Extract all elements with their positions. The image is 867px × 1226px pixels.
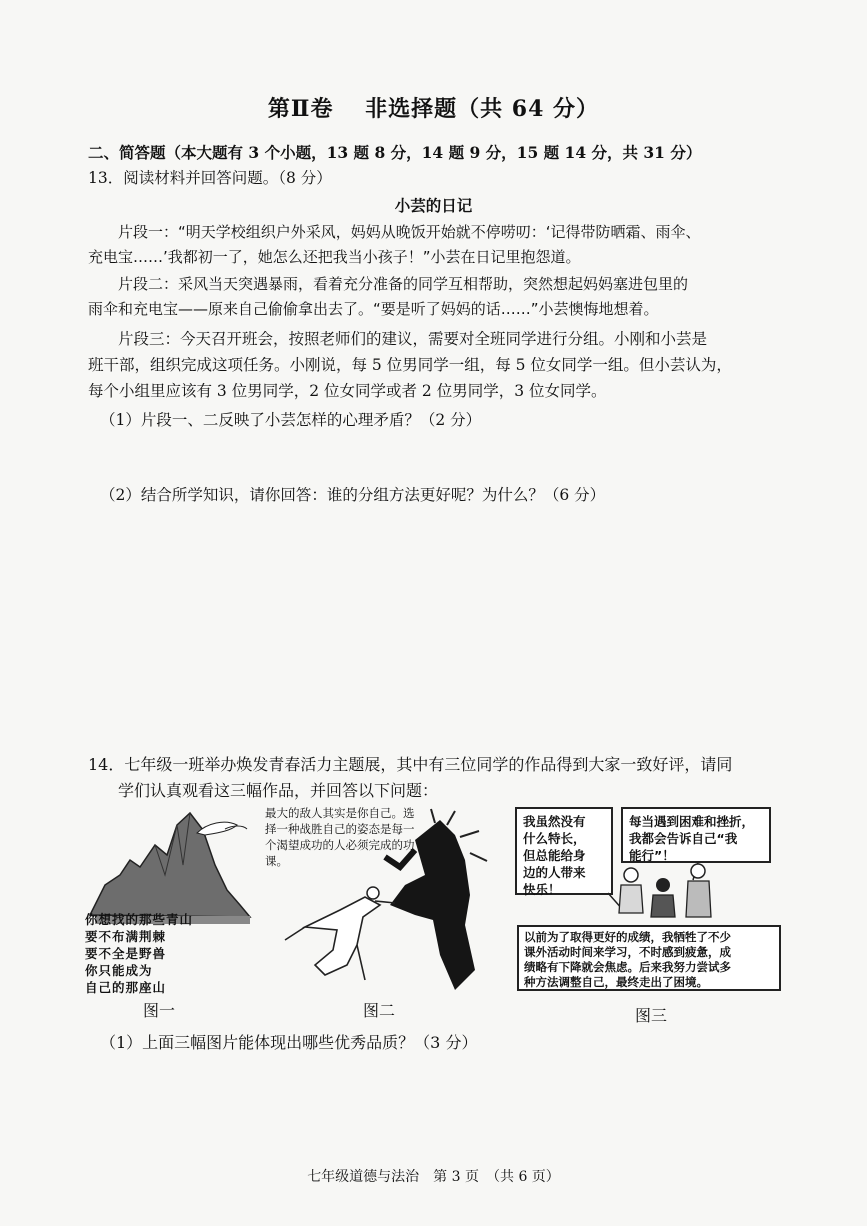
bubble-line: 什么特长， xyxy=(523,831,586,846)
figure-1-caption: 图一 xyxy=(143,1001,176,1020)
bubble-line: 能行”！ xyxy=(629,848,675,863)
q13-sub1: （1）片段一、二反映了小芸怎样的心理矛盾？（2 分） xyxy=(100,411,482,429)
story-box xyxy=(517,925,781,991)
poem-line: 要不全是野兽 xyxy=(85,946,167,961)
q14-prompt: 14．七年级一班举办焕发青春活力主题展，其中有三位同学的作品得到大家一致好评，请同 xyxy=(88,755,733,774)
poem-line: 你只能成为 xyxy=(85,963,153,978)
diary-line: 班干部，组织完成这项任务。小刚说，每 5 位男同学一组，每 5 位女同学一组。但小芸认为， xyxy=(88,356,732,374)
q14-prompt: 学们认真观看这三幅作品，并回答以下问题： xyxy=(118,781,439,800)
bubble-line: 我虽然没有 xyxy=(523,814,586,829)
section-heading: 二、简答题（本大题有 3 个小题，13 题 8 分，14 题 9 分，15 题 14 分，共 31 分） xyxy=(88,143,702,162)
poem-line: 你想找的那些青山 xyxy=(85,912,194,927)
poem-line: 要不布满荆棘 xyxy=(85,929,167,944)
fig2-text-line: 个渴望成功的人必须完成的功 xyxy=(265,838,415,852)
fig2-text-line: 择一种战胜自己的姿态是每一 xyxy=(265,822,415,836)
diary-line: 片段三：今天召开班会，按照老师们的建议，需要对全班同学进行分组。小刚和小芸是 xyxy=(118,330,708,348)
fig2-text-line: 课。 xyxy=(265,854,288,868)
bubble-line: 但总能给身 xyxy=(523,848,586,863)
q14-sub1: （1）上面三幅图片能体现出哪些优秀品质？（3 分） xyxy=(100,1033,478,1052)
diary-line: 充电宝……’我都初一了，她怎么还把我当小孩子！”小芸在日记里抱怨道。 xyxy=(88,248,581,266)
box-line: 课外活动时间来学习，不时感到疲惫，成 xyxy=(524,945,731,959)
shadow-struggle-illustration xyxy=(265,805,500,995)
bubble-line: 每当遇到困难和挫折， xyxy=(629,814,755,829)
page-footer: 七年级道德与法治 第 3 页 （共 6 页） xyxy=(307,1169,560,1185)
box-line: 绩略有下降就会焦虑。后来我努力尝试多 xyxy=(524,960,731,974)
box-line: 以前为了取得更好的成绩，我牺牲了不少 xyxy=(524,930,731,944)
bubble-line: 快乐！ xyxy=(523,882,561,897)
diary-line: 雨伞和充电宝——原来自己偷偷拿出去了。“要是听了妈妈的话……”小芸懊悔地想着。 xyxy=(88,300,659,318)
poem-line: 自己的那座山 xyxy=(85,980,167,995)
figure-3-caption: 图三 xyxy=(635,1006,668,1025)
q13-sub2: （2）结合所学知识，请你回答：谁的分组方法更好呢？为什么？（6 分） xyxy=(100,486,606,504)
figure-1 xyxy=(85,805,255,995)
diary-line: 片段二：采风当天突遇暴雨，看着充分准备的同学互相帮助，突然想起妈妈塞进包里的 xyxy=(118,275,689,293)
bubble-line: 边的人带来 xyxy=(523,865,586,880)
diary-line: 片段一：“明天学校组织户外采风，妈妈从晚饭开始就不停唠叨：‘记得带防晒霜、雨伞、 xyxy=(118,223,701,241)
q13-prompt: 13．阅读材料并回答问题。（8 分） xyxy=(88,169,332,187)
box-line: 种方法调整自己，最终走出了困境。 xyxy=(524,975,708,989)
bubble-line: 我都会告诉自己“我 xyxy=(629,831,738,846)
fig2-text-line: 最大的敌人其实是你自己。选 xyxy=(265,806,415,820)
page-title: 第Ⅱ卷 非选择题（共 64 分） xyxy=(267,96,600,122)
diary-title: 小芸的日记 xyxy=(394,196,473,215)
diary-line: 每个小组里应该有 3 位男同学，2 位女同学或者 2 位男同学，3 位女同学。 xyxy=(88,382,607,400)
figure-2-caption: 图二 xyxy=(363,1001,396,1020)
figure-2 xyxy=(265,805,500,995)
figure-3 xyxy=(513,805,785,995)
